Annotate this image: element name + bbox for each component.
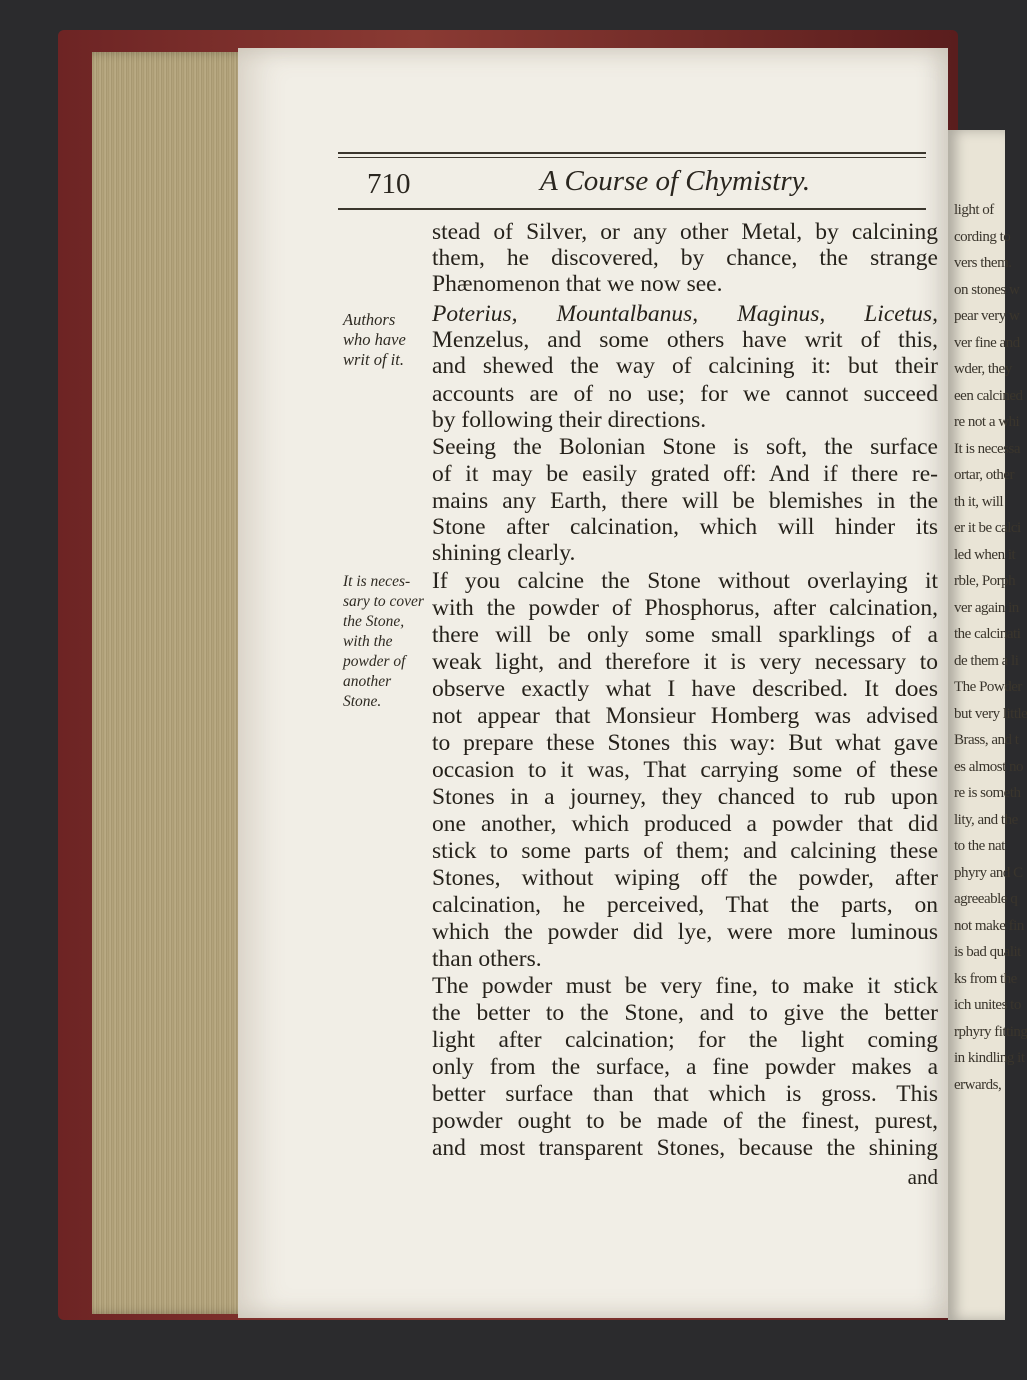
facing-page-line: led when it [954,546,1016,563]
page-edges [92,52,252,1314]
facing-page-line: agreeable q [954,891,1018,907]
facing-page-line: on stones w [954,281,1020,298]
running-title: A Course of Chymistry. [540,165,811,197]
facing-page-line: pear very w [954,308,1020,324]
body-line: occasion to it was, That carrying some of these [432,757,938,783]
facing-page-line: ver again in [954,599,1019,616]
margin-note-line: powder of [343,653,406,670]
facing-page-line: rphyry fitting [954,1023,1027,1040]
body-line: of it may be easily grated off: And if there re- [432,461,938,487]
facing-page-line: phyry and C [954,864,1023,881]
facing-page-line: in kindling it [954,1050,1025,1066]
header-rule-top [338,152,926,154]
body-line: Seeing the Bolonian Stone is soft, the surface [432,434,938,460]
facing-page-line: wder, they [954,361,1012,377]
body-line: stead of Silver, or any other Metal, by calcining [432,219,938,245]
header-rule-bottom [338,208,926,210]
page-number: 710 [367,168,411,200]
facing-page-line: ks from the [954,970,1017,987]
margin-note-line: the Stone, [343,613,405,630]
body-line: The powder must be very fine, to make it stick [432,973,938,999]
body-line: weak light, and therefore it is very necessary to [432,649,938,675]
facing-page-line: light of [954,202,994,218]
body-line: Stones in a journey, they chanced to rub upon [432,784,938,810]
facing-page-line: ver fine and [954,334,1020,351]
body-line: one another, which produced a powder that did [432,811,938,837]
body-line: calcination, he perceived, That the parts, on [432,892,938,918]
body-line: the better to the Stone, and to give the better [432,1000,938,1026]
margin-note-line: Authors [343,310,396,329]
body-line: which the powder did lye, were more luminous [432,919,938,945]
facing-page-line: but very little [954,705,1027,722]
body-line: them, he discovered, by chance, the strange [432,245,938,271]
margin-note-line: writ of it. [343,350,404,369]
body-line: better surface than that which is gross. This [432,1081,938,1107]
facing-page-line: not make fin [954,917,1024,934]
facing-page-line: re is someth [954,785,1021,801]
facing-page-edge [948,130,1027,1320]
body-line: only from the surface, a fine powder makes a [432,1054,938,1080]
body-line: than others. [432,946,542,972]
facing-page-line: ich unites to [954,997,1021,1013]
body-line: Phænomenon that we now see. [432,271,723,297]
facing-page-line: It is necessa [954,440,1020,457]
body-line: Stone after calcination, which will hinder its [432,514,938,540]
facing-page-line: lity, and the [954,811,1018,828]
facing-page-line: re not a whi [954,414,1020,430]
margin-note-line: another [343,673,392,690]
facing-page-line: erwards, [954,1076,1002,1093]
facing-page-line: een calcined [954,387,1023,404]
body-line: shining clearly. [432,540,576,566]
body-line: accounts are of no use; for we cannot succeed [432,381,938,407]
body-line: not appear that Monsieur Homberg was advised [432,703,938,729]
body-line: by following their directions. [432,407,707,433]
body-line: stick to some parts of them; and calcining these [432,838,938,864]
margin-note-line: It is neces- [343,573,411,590]
body-line: and most transparent Stones, because the shining [432,1135,938,1161]
facing-page-line: rble, Porph [954,573,1016,589]
margin-note-line: sary to cover [343,593,424,610]
facing-page-line: the calcinati [954,626,1021,642]
facing-page-line: is bad qualit [954,944,1021,960]
body-line: mains any Earth, there will be blemishes in the [432,488,938,514]
catchword: and [907,1165,938,1189]
margin-note-line: with the [343,633,393,650]
margin-note-line: Stone. [343,693,382,710]
facing-page-line: to the nat [954,838,1005,854]
facing-page-line: Brass, and t [954,732,1019,748]
facing-page-line: es almost no [954,758,1023,775]
body-line: Poterius, Mountalbanus, Maginus, Licetus, [432,301,938,327]
body-line: observe exactly what I have described. It does [432,676,938,702]
body-line: to prepare these Stones this way: But what gave [432,730,938,756]
body-line: and shewed the way of calcining it: but their [432,353,938,379]
body-line: there will be only some small sparklings of a [432,622,938,648]
facing-page-line: de them a li [954,652,1019,669]
body-line: with the powder of Phosphorus, after calcination, [432,595,938,621]
facing-page-line: cording to [954,228,1011,245]
facing-page-line: vers them. [954,255,1012,271]
facing-page-line: er it be calci [954,520,1021,536]
facing-page-line: th it, will [954,493,1004,510]
body-line: Stones, without wiping off the powder, after [432,865,938,891]
facing-page-line: ortar, other [954,467,1015,483]
margin-note-cover-stone [343,572,424,712]
header-rule-top-thin [338,157,926,158]
body-line: If you calcine the Stone without overlaying it [432,568,938,594]
facing-page-line: The Powder [954,679,1022,695]
margin-note-authors [343,310,406,370]
body-line: powder ought to be made of the finest, purest, [432,1108,938,1134]
body-line: Menzelus, and some others have writ of this, [432,327,938,353]
margin-note-line: who have [343,330,406,349]
body-line: light after calcination; for the light coming [432,1027,938,1053]
